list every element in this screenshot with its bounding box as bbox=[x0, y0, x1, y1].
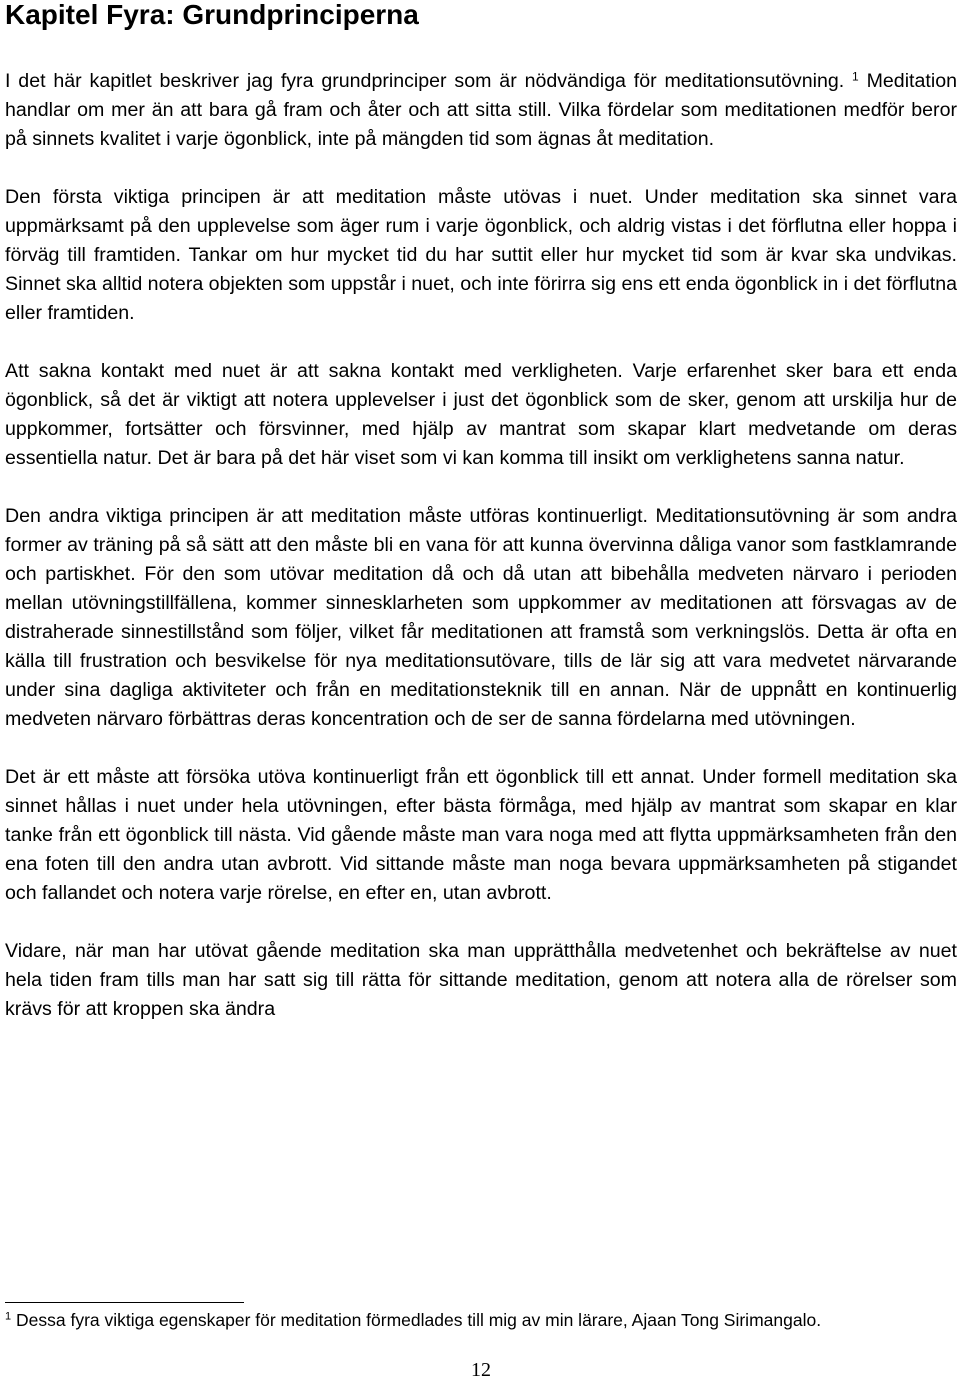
footnote-marker: 1 bbox=[5, 1310, 12, 1323]
document-page bbox=[5, 0, 957, 1381]
page-number: 12 bbox=[471, 1359, 491, 1381]
paragraph-walking-to-sitting: Vidare, när man har utövat gående meditation ska man upprätthålla medvetenhet och bekräftelse av nuet hela tiden fram tills man har satt sig till rätta för sittande meditation, genom att notera alla de rörelser som krävs för att kroppen ska ändra bbox=[5, 940, 957, 1020]
footnote-text: Dessa fyra viktiga egenskaper för meditation förmedlades till mig av min lärare, Ajaan Tong Sirimangalo. bbox=[11, 1310, 822, 1330]
paragraph-intro-start: I det här kapitlet beskriver jag fyra grundprinciper som är nödvändiga för meditationsutövning. bbox=[5, 70, 845, 92]
chapter-title: Kapitel Fyra: Grundprinciperna bbox=[5, 0, 419, 30]
footnote-divider bbox=[5, 1302, 244, 1303]
paragraph-intro bbox=[5, 67, 957, 154]
footnote bbox=[5, 1308, 957, 1332]
paragraph-second-principle: Den andra viktiga principen är att meditation måste utföras kontinuerligt. Meditationsutövning är som andra former av träning på så sätt att den måste bli en vana för att kunna övervinna dåliga vanor som fastklamrande och partiskhet. För den som utövar meditation då och då utan att bibehålla medveten närvaro i perioden mellan utövningstillfällena, kommer sinnesklarheten som uppkommer av meditationen att försvagas av de distraherade sinnestillstånd som följer, vilket får meditationen att framstå som verkningslös. Detta är ofta en källa till frustration och besvikelse för nya meditationsutövare, tills de lär sig att vara medvetet närvarande under sina dagliga aktiviteter och från en meditationsteknik till en annan. När de uppnått en kontinuerlig medveten närvaro förbättras deras koncentration och de ser de sanna fördelarna med utövningen. bbox=[5, 505, 957, 730]
paragraph-reality: Att sakna kontakt med nuet är att sakna kontakt med verkligheten. Varje erfarenhet sker bara ett enda ögonblick, så det är viktigt att notera upplevelser i just det ögonblick som de sker, genom att urskilja hur de uppkommer, fortsätter och försvinner, med hjälp av mantrat som skapar klart medvetande om deras essentiella natur. Det är bara på det här viset som vi kan komma till insikt om verklighetens sanna natur. bbox=[5, 360, 957, 469]
paragraph-continuity: Det är ett måste att försöka utöva kontinuerligt från ett ögonblick till ett annat. Under formell meditation ska sinnet hållas i nuet under hela utövningen, efter bästa förmåga, med hjälp av mantrat som skapar en klar tanke från ett ögonblick till nästa. Vid gående måste man vara noga med att flytta uppmärksamheten från den ena foten till den andra utan avbrott. Vid sittande måste man noga bevara uppmärksamheten på stigandet och fallandet och notera varje rörelse, en efter en, utan avbrott. bbox=[5, 766, 957, 904]
body-text bbox=[5, 67, 957, 1024]
paragraph-first-principle: Den första viktiga principen är att meditation måste utövas i nuet. Under meditation ska sinnet vara uppmärksamt på den upplevelse som äger rum i varje ögonblick, och aldrig vistas i det förflutna eller hoppa i förväg till framtiden. Tankar om hur mycket tid du har suttit eller hur mycket tid som är kvar ska undvikas. Sinnet ska alltid notera objekten som uppstår i nuet, och inte förirra sig ens ett enda ögonblick in i det förflutna eller framtiden. bbox=[5, 186, 957, 324]
paragraph-intro-end: Meditation handlar om mer än att bara gå fram och åter och att sitta still. Vilka fördelar som meditationen medför beror på sinnets kvalitet i varje ögonblick, inte på mängden tid som ägnas åt meditation. bbox=[5, 70, 957, 150]
footnote-reference[interactable]: 1 bbox=[852, 69, 859, 84]
